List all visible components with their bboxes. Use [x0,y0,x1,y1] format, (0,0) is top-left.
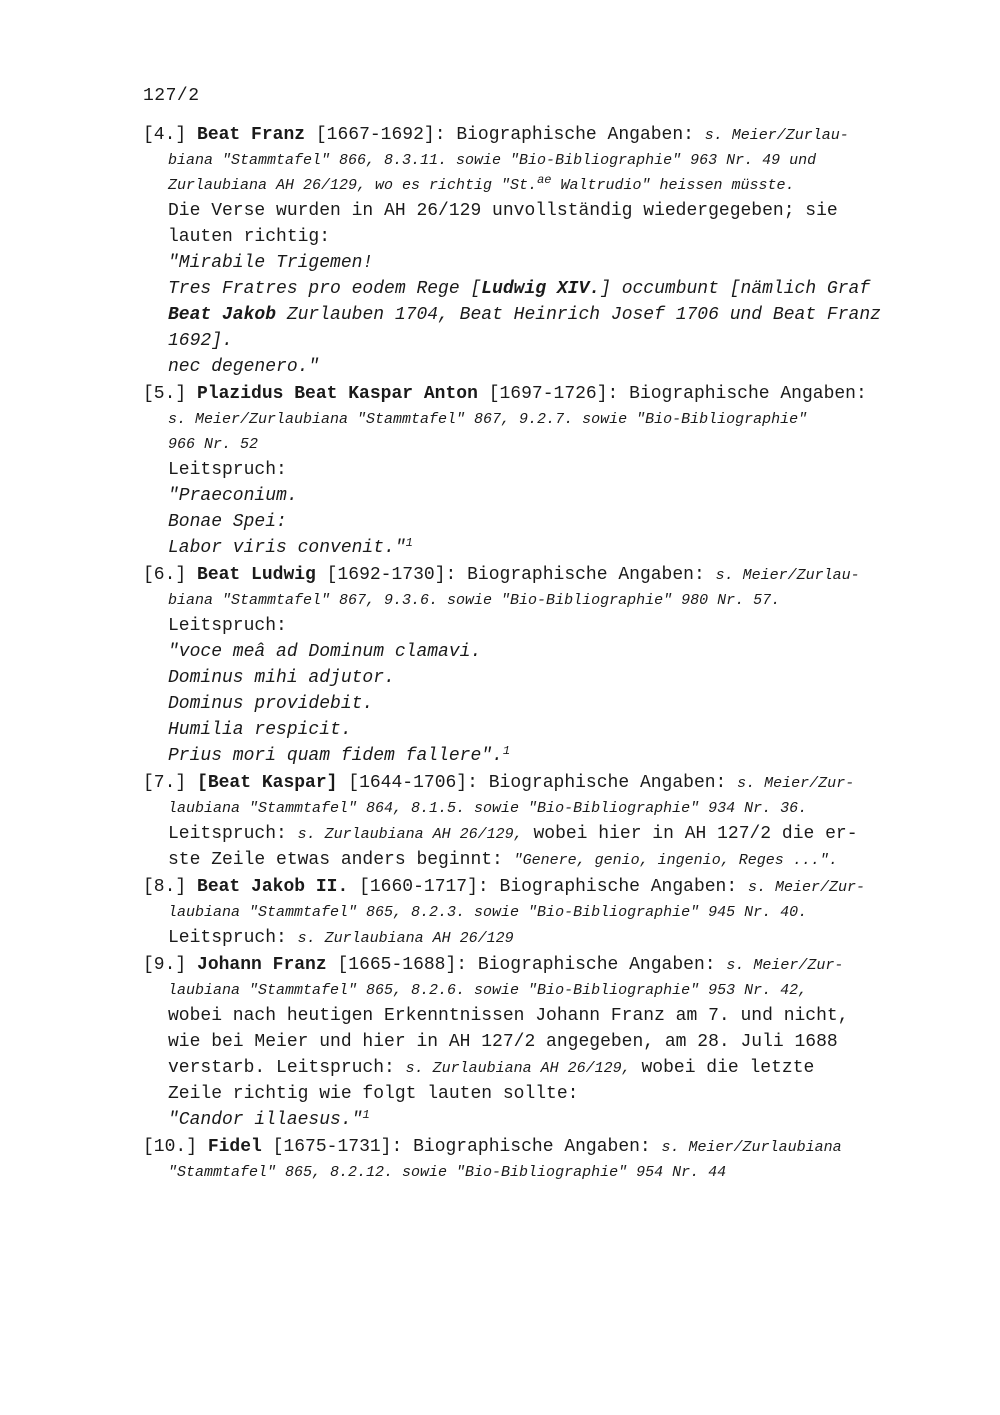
entry-heading [143,770,913,796]
entry-name: Johann Franz [197,955,327,975]
text-line: wie bei Meier und hier in AH 127/2 angegeben, am 28. Juli 1688 [168,1032,838,1052]
entry-heading [143,952,913,978]
entry-heading [143,562,913,588]
text-line: Zeile richtig wie folgt lauten sollte: [168,1084,579,1104]
verse-line: "Mirabile Trigemen! [168,253,374,273]
entry-number: [6.] [143,565,187,585]
verse-line: Prius mori quam fidem fallere".$^1$ [168,744,511,766]
reference-line: laubiana "Stammtafel" 865, 8.2.3. sowie "Bio-Bibliographie" 945 Nr. 40. [168,904,808,921]
entry-heading [143,874,913,900]
reference-line: laubiana "Stammtafel" 864, 8.1.5. sowie "Bio-Bibliographie" 934 Nr. 36. [168,800,808,817]
entry-name: Plazidus Beat Kaspar Anton [197,384,478,404]
entry-number: [7.] [143,773,187,793]
entry-dates: [1665-1688]: [337,955,468,975]
reference-line: Zurlaubiana AH 26/129, wo es richtig "St.$^{ae}$ Waltrudio" heissen müsste. [168,173,795,194]
verse-line: Humilia respicit. [168,720,352,740]
verse-line: nec degenero." [168,357,320,377]
verse-line: Bonae Spei: [168,512,287,532]
entry-name: Beat Ludwig [197,565,316,585]
entry-dates: [1675-1731]: [272,1137,403,1157]
entry-heading [143,381,913,407]
footnote-marker: 1 [362,1108,370,1122]
entry-8 [143,874,913,951]
entry-dates: [1660-1717]: [359,877,489,897]
text-line: ste Zeile etwas anders beginnt: "Genere, genio, ingenio, Reges ...". [168,850,838,870]
entry-name: Beat Franz [197,125,306,145]
text-line: lauten richtig: [168,227,331,247]
verse-line: "voce meâ ad Dominum clamavi. [168,642,482,662]
entry-9 [143,952,913,1133]
entry-label: Biographische Angaben: [629,384,867,404]
entry-dates: [1667-1692]: [315,125,446,145]
footnote-marker: 1 [502,744,511,758]
entry-label: Biographische Angaben: [477,955,716,975]
verse-line: 1692]. [168,331,233,351]
entry-reference: s. Meier/Zurlaubiana [661,1139,842,1156]
text-line: Leitspruch: s. Zurlaubiana AH 26/129 [168,928,514,948]
entry-10 [143,1134,913,1185]
entry-number: [8.] [143,877,187,897]
text-line: wobei nach heutigen Erkenntnissen Johann Franz am 7. und nicht, [168,1006,849,1026]
entry-name: Fidel [207,1137,262,1157]
entry-label: Biographische Angaben: [456,125,694,145]
entry-heading [143,122,913,148]
entry-reference: s. Meier/Zur- [737,775,855,792]
reference-line: "Stammtafel" 865, 8.2.12. sowie "Bio-Bibliographie" 954 Nr. 44 [168,1164,727,1181]
entry-number: [9.] [143,955,187,975]
entry-reference: s. Meier/Zur- [747,879,865,896]
verse-line: Dominus mihi adjutor. [168,668,395,688]
motto-label: Leitspruch: [168,616,287,636]
verse-line: "Praeconium. [168,486,298,506]
page-number: 127/2 [143,86,200,106]
entry-dates: [1644-1706]: [348,773,478,793]
entry-list [143,122,913,1186]
reference-line: 966 Nr. 52 [168,436,259,453]
entry-reference: s. Meier/Zur- [726,957,844,974]
entry-dates: [1692-1730]: [326,565,457,585]
reference-line: s. Meier/Zurlaubiana "Stammtafel" 867, 9.2.7. sowie "Bio-Bibliographie" [168,411,808,428]
reference-line: laubiana "Stammtafel" 865, 8.2.6. sowie "Bio-Bibliographie" 953 Nr. 42, [168,982,808,999]
entry-label: Biographische Angaben: [413,1137,651,1157]
entry-4 [143,122,913,380]
text-line: verstarb. Leitspruch: s. Zurlaubiana AH 26/129, wobei die letzte [168,1058,815,1078]
entry-7 [143,770,913,873]
verse-line: "Candor illaesus."$^1$ [168,1108,370,1130]
entry-5 [143,381,913,561]
entry-label: Biographische Angaben: [488,773,727,793]
entry-number: [5.] [143,384,187,404]
reference-line: biana "Stammtafel" 866, 8.3.11. sowie "Bio-Bibliographie" 963 Nr. 49 und [168,152,817,169]
entry-label: Biographische Angaben: [499,877,738,897]
entry-heading [143,1134,913,1160]
entry-reference: s. Meier/Zurlau- [704,127,849,144]
entry-name: [Beat Kaspar] [197,773,338,793]
entry-reference: s. Meier/Zurlau- [715,567,860,584]
entry-number: [4.] [143,125,187,145]
entry-label: Biographische Angaben: [467,565,705,585]
entry-name: Beat Jakob II. [197,877,349,897]
verse-line: Dominus providebit. [168,694,374,714]
verse-line: Beat Jakob Zurlauben 1704, Beat Heinrich Josef 1706 und Beat Franz [168,305,881,325]
reference-line: biana "Stammtafel" 867, 9.3.6. sowie "Bio-Bibliographie" 980 Nr. 57. [168,592,781,609]
motto-label: Leitspruch: [168,460,287,480]
entry-dates: [1697-1726]: [488,384,619,404]
text-line: Die Verse wurden in AH 26/129 unvollständig wiedergegeben; sie [168,201,838,221]
entry-number: [10.] [143,1137,198,1157]
entry-6 [143,562,913,769]
footnote-marker: 1 [405,536,413,550]
text-line: Leitspruch: s. Zurlaubiana AH 26/129, wobei hier in AH 127/2 die er- [168,824,858,844]
verse-line: Labor viris convenit."$^1$ [168,536,413,558]
verse-line: Tres Fratres pro eodem Rege [Ludwig XIV.] occumbunt [nämlich Graf [168,279,871,299]
